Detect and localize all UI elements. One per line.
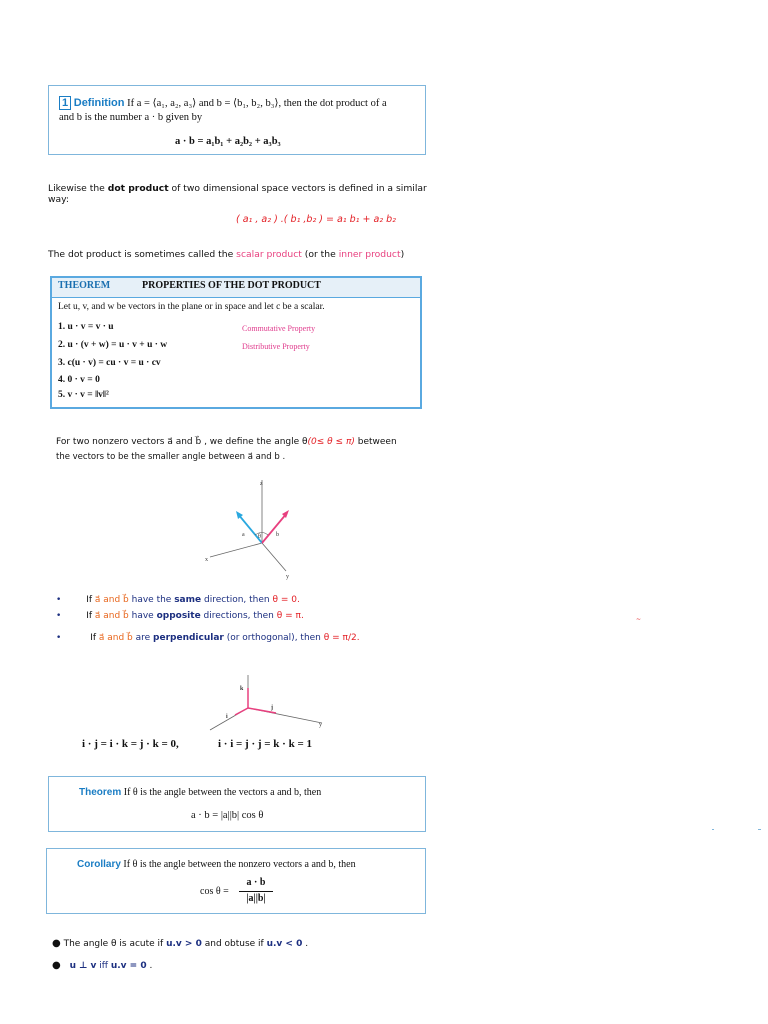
bullet-same-pre: If — [86, 595, 95, 605]
property-3: 3. c(u · v) = cu · v = u · cv — [58, 358, 161, 368]
theorem-text: If θ is the angle between the vectors a and b, then — [123, 787, 322, 798]
distributive-note: Distributive Property — [242, 342, 310, 351]
properties-header — [52, 278, 420, 298]
bullet-opposite-mid: have — [128, 611, 157, 621]
property-5: 5. v · v = ‖v‖² — [58, 390, 109, 400]
theorem-line — [79, 787, 321, 798]
definition-formula: a · b = a₁b₁ + a₂b₂ + a₃b₃ — [175, 136, 281, 147]
y-axis — [262, 543, 286, 571]
theorem-box-label: Theorem — [79, 787, 122, 798]
property-2: 2. u · (v + w) = u · v + u · w — [58, 340, 168, 350]
stray-mark: ~ — [636, 616, 642, 623]
properties-theorem-box — [50, 276, 422, 409]
bullet-perp-post: (or orthogonal), then — [223, 633, 324, 643]
label-y: y — [286, 574, 289, 580]
label-k: k — [240, 686, 244, 692]
bullet-same-vec: a⃗ and b⃗ — [94, 595, 129, 605]
zero-dot-condition: u.v = 0 — [110, 961, 147, 971]
bullet-perpendicular: • If a⃗ and b⃗ are perpendicular (or orthogonal), then θ = π/2. — [56, 633, 360, 643]
properties-title: PROPERTIES OF THE DOT PRODUCT — [142, 280, 321, 291]
likewise-line2: way: — [48, 194, 70, 205]
bullet-same-mid: have the — [128, 595, 175, 605]
corollary-line — [77, 859, 356, 870]
obtuse-condition: u.v < 0 — [266, 939, 303, 949]
likewise-paragraph — [48, 183, 458, 205]
bullet-opposite-vec: a⃗ and b⃗ — [94, 611, 129, 621]
label-a: a — [242, 532, 245, 538]
scalar-mid: (or the — [301, 249, 339, 260]
bullet-opposite-pre: If — [86, 611, 95, 621]
likewise-bold: dot product — [107, 183, 169, 194]
unit-dot-one: i · i = j · j = k · k = 1 — [218, 738, 312, 750]
scalar-product-term: scalar product — [236, 249, 302, 260]
theorem-formula: a · b = |a||b| cos θ — [191, 810, 264, 821]
properties-intro: Let u, v, and w be vectors in the plane or in space and let c be a scalar. — [58, 302, 325, 312]
x-axis — [210, 543, 262, 557]
iff-text: iff — [96, 961, 111, 971]
label-j: j — [271, 705, 273, 711]
corollary-denominator: |a||b| — [246, 893, 266, 904]
definition-box — [48, 85, 426, 155]
label-b: b — [276, 532, 279, 538]
property-4: 4. 0 · v = 0 — [58, 375, 100, 385]
commutative-note: Commutative Property — [242, 324, 316, 333]
acute-condition: u.v > 0 — [166, 939, 202, 949]
bullet-perp-pre: If — [90, 633, 99, 643]
bullet-perp-vec: a⃗ and b⃗ — [98, 633, 133, 643]
label-i: i — [226, 714, 228, 720]
scalar-post: ) — [400, 249, 405, 260]
label-y-2: y — [319, 722, 322, 728]
acute-mid: and obtuse if — [201, 939, 267, 949]
theorem-box — [48, 776, 426, 832]
bullet-opposite-result: θ = π. — [276, 611, 304, 621]
perp-symbol: u ⊥ v — [69, 961, 97, 971]
acute-post: . — [302, 939, 309, 949]
unit-vector-diagram — [205, 675, 330, 735]
label-x: x — [205, 557, 208, 563]
angle-arc — [255, 533, 268, 536]
scalar-pre: The dot product is sometimes called the — [48, 249, 237, 260]
angle-text-pre: For two nonzero vectors a⃗ and b⃗ , we define the angle θ — [56, 437, 308, 447]
definition-line-1 — [59, 96, 387, 110]
bullet-opposite-post: directions, then — [200, 611, 277, 621]
bullet-perp-result: θ = π/2. — [323, 633, 360, 643]
unit-vector-i — [235, 708, 248, 715]
bullet-same: • If a⃗ and b⃗ have the same direction, then θ = 0. — [56, 595, 300, 605]
definition-label: Definition — [73, 97, 125, 109]
bullet-same-post: direction, then — [201, 595, 273, 605]
angle-text-line-1 — [56, 437, 397, 447]
bullet-perp-mid: are — [132, 633, 154, 643]
likewise-post: of two dimensional space vectors is defined in a similar — [168, 183, 427, 194]
scalar-sentence — [48, 249, 404, 260]
bullet-same-bold: same — [174, 595, 202, 605]
corollary-box — [46, 848, 426, 914]
inner-product-term: inner product — [338, 249, 401, 260]
corollary-text: If θ is the angle between the nonzero vectors a and b, then — [123, 859, 356, 870]
property-1: 1. u · v = v · u — [58, 322, 114, 332]
angle-text-post: between — [354, 437, 397, 447]
corollary-numerator: a · b — [246, 877, 266, 888]
corollary-label: Corollary — [77, 859, 121, 870]
angle-diagram — [200, 475, 320, 580]
bullet-opposite: • If a⃗ and b⃗ have opposite directions, then θ = π. — [56, 611, 304, 621]
likewise-pre: Likewise the — [48, 183, 108, 194]
acute-obtuse-bullet: ● The angle θ is acute if u.v > 0 and obtuse if u.v < 0 . — [52, 938, 309, 949]
label-z: z — [260, 481, 263, 487]
angle-range: (0≤ θ ≤ π) — [307, 437, 355, 447]
unit-dot-zero: i · j = i · k = j · k = 0, — [82, 738, 179, 750]
label-theta: θ — [258, 534, 261, 540]
stray-dash — [758, 829, 761, 830]
fraction-bar — [239, 891, 273, 892]
bullet-opposite-bold: opposite — [156, 611, 201, 621]
stray-dot — [712, 829, 714, 830]
definition-line-2: and b is the number a · b given by — [59, 112, 203, 123]
corollary-lhs: cos θ = — [200, 886, 229, 897]
acute-pre: The angle θ is acute if — [63, 939, 167, 949]
definition-text-1: If a = ⟨a₁, a₂, a₃⟩ and b = ⟨b₁, b₂, b₃⟩, then the dot product of a — [127, 98, 387, 109]
definition-number: 1 — [59, 96, 71, 110]
theorem-label: THEOREM — [58, 280, 111, 291]
orthogonal-bullet: ● u ⊥ v iff u.v = 0 . — [52, 960, 153, 971]
2d-dot-formula: ( a₁ , a₂ ) .( b₁ ,b₂ ) = a₁ b₁ + a₂ b₂ — [236, 214, 396, 225]
orthogonal-post: . — [146, 961, 153, 971]
angle-text-line-2: the vectors to be the smaller angle between a⃗ and b . — [56, 452, 286, 462]
vector-b — [262, 513, 287, 543]
bullet-same-result: θ = 0. — [272, 595, 300, 605]
bullet-perp-bold: perpendicular — [153, 633, 224, 643]
